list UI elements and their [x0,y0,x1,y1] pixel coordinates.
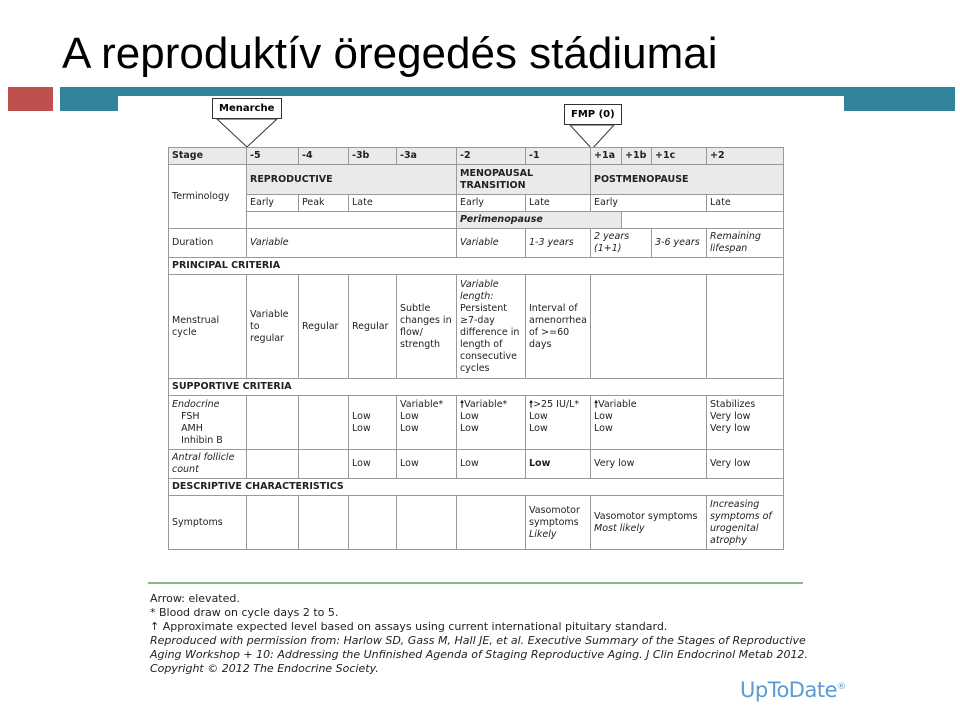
uptodate-logo-text: UpToDate [740,678,838,702]
endo-1a-amh: Low [594,410,613,422]
afc-1a: Very low [591,450,707,479]
duration-pm-early: 2 years (1+1) [591,229,652,258]
uptodate-logo [740,678,846,702]
symptoms-label: Symptoms [169,496,247,550]
endo-1c-fsh: Stabilizes [710,398,756,410]
sym-1-likely: Likely [529,528,557,540]
duration-pm-1c: 3-6 years [652,229,707,258]
inhibin-label: Inhibin B [181,434,223,446]
endo-3a-inh: Low [400,422,419,434]
endo-3b-inh: Low [352,422,371,434]
amh-label: AMH [181,422,203,434]
repro-early: Early [247,195,299,212]
menstrual-5: Variable to regular [247,275,299,379]
footnote-blood-draw: * Blood draw on cycle days 2 to 5. [150,606,339,619]
footnote-arrow: Arrow: elevated. [150,592,240,605]
stage-cell: -1 [526,148,591,165]
endo-1-inh: Low [529,422,548,434]
fmp-label: FMP (0) [564,104,622,125]
sym-1a [591,496,707,550]
sym-4 [299,496,349,550]
sym-1 [526,496,591,550]
afc-2: Low [457,450,526,479]
sym-2-late: Increasing symptoms of urogenital atrophy [707,496,784,550]
duration-repro: Variable [247,229,457,258]
repro-late: Late [349,195,457,212]
stage-cell: -5 [247,148,299,165]
mt-late: Late [526,195,591,212]
stage-cell: +1b [622,148,652,165]
menstrual-pm-empty [591,275,707,379]
pm-early: Early [591,195,707,212]
postmenopause-header: POSTMENOPAUSE [591,165,784,195]
duration-mt-early: Variable [457,229,526,258]
stage-cell: -4 [299,148,349,165]
endo-1 [526,396,591,450]
endo-2-inh: Low [460,422,479,434]
menarche-callout [212,98,282,149]
terminology-label: Terminology [169,165,247,229]
perimenopause-label: Perimenopause [457,212,622,229]
afc-1: Low [526,450,591,479]
stage-row [169,148,784,165]
menstrual-2 [457,275,526,379]
duration-mt-late: 1-3 years [526,229,591,258]
elevated-arrow-icon: 🠕 [529,398,534,410]
menstrual-4: Regular [299,275,349,379]
endo-1c-inh: Very low [710,422,751,434]
endo-5 [247,396,299,450]
duration-pm-late: Remaining lifespan [707,229,784,258]
footnote-approx: ↑ Approximate expected level based on assays using current international pituitary standard. [150,620,668,633]
afc-1c: Very low [707,450,784,479]
endo-3a-fsh: Variable* [400,398,444,410]
stage-cell: +1a [591,148,622,165]
stage-cell: +2 [707,148,784,165]
endo-3a [397,396,457,450]
endo-1a [591,396,707,450]
repro-peak: Peak [299,195,349,212]
elevated-arrow-icon: 🠕 [594,398,599,410]
persistent-text: Persistent ≥7-day difference in length of consecutive cycles [460,302,520,374]
endo-1c [707,396,784,450]
endocrine-label: Endocrine [172,398,220,410]
perimenopause-spacer [247,212,457,229]
afc-3a: Low [397,450,457,479]
sym-1a-text: Vasomotor symptoms [594,510,698,522]
perimenopause-spacer-right [622,212,784,229]
elevated-arrow-icon: 🠕 [460,398,465,410]
endo-4 [299,396,349,450]
sym-5 [247,496,299,550]
endocrine-label-cell [169,396,247,450]
sym-1-text: Vasomotor symptoms [529,504,580,528]
afc-label: Antral follicle count [169,450,247,479]
slide-title: A reproduktív öregedés stádiumai [62,29,718,78]
variable-length-label: Variable length: [460,278,499,302]
stage-cell: -3a [397,148,457,165]
stage-label: Stage [169,148,247,165]
reproductive-header: REPRODUCTIVE [247,165,457,195]
sym-3b [349,496,397,550]
menstrual-1: Interval of amenorrhea of >=60 days [526,275,591,379]
menstrual-3b: Regular [349,275,397,379]
sym-1a-most: Most likely [594,522,645,534]
staging-table [168,147,784,550]
afc-5 [247,450,299,479]
endo-1c-amh: Very low [710,410,751,422]
descriptive-header: DESCRIPTIVE CHARACTERISTICS [169,479,784,496]
supportive-criteria-header: SUPPORTIVE CRITERIA [169,379,784,396]
menopausal-transition-header: MENOPAUSAL TRANSITION [457,165,591,195]
endo-1-amh: Low [529,410,548,422]
endo-1a-inh: Low [594,422,613,434]
stage-cell: -2 [457,148,526,165]
stage-cell: -3b [349,148,397,165]
footnotes [150,592,810,676]
accent-bar-left [8,87,53,111]
afc-3b: Low [349,450,397,479]
sym-3a [397,496,457,550]
menstrual-3a: Subtle changes in flow/ strength [397,275,457,379]
endo-3b-amh: Low [352,410,371,422]
mt-early: Early [457,195,526,212]
endo-2-fsh: Variable* [464,398,508,410]
fmp-callout [564,104,622,151]
principal-criteria-header: PRINCIPAL CRITERIA [169,258,784,275]
duration-label: Duration [169,229,247,258]
endo-3a-amh: Low [400,410,419,422]
endo-1-fsh: >25 IU/L* [533,398,580,410]
sym-2 [457,496,526,550]
menstrual-label: Menstrual cycle [169,275,247,379]
fsh-label: FSH [181,410,200,422]
endo-2-amh: Low [460,410,479,422]
footnote-divider [148,582,803,584]
endo-1a-fsh: Variable [598,398,637,410]
afc-4 [299,450,349,479]
pm-late: Late [707,195,784,212]
menarche-label: Menarche [212,98,282,119]
endo-2 [457,396,526,450]
menstrual-2-empty [707,275,784,379]
registered-mark: ® [837,682,846,692]
footnote-citation: Reproduced with permission from: Harlow SD, Gass M, Hall JE, et al. Executive Summary of the Stages of Reproductive Aging Workshop + 10: Addressing the Unfinished Agenda of Staging Reproductive Aging. J Clin Endocrinol Metab 2012. Copyright © 2012 The Endocrine Society. [150,634,808,675]
stage-cell: +1c [652,148,707,165]
menarche-pointer [212,119,282,149]
endo-3b [349,396,397,450]
